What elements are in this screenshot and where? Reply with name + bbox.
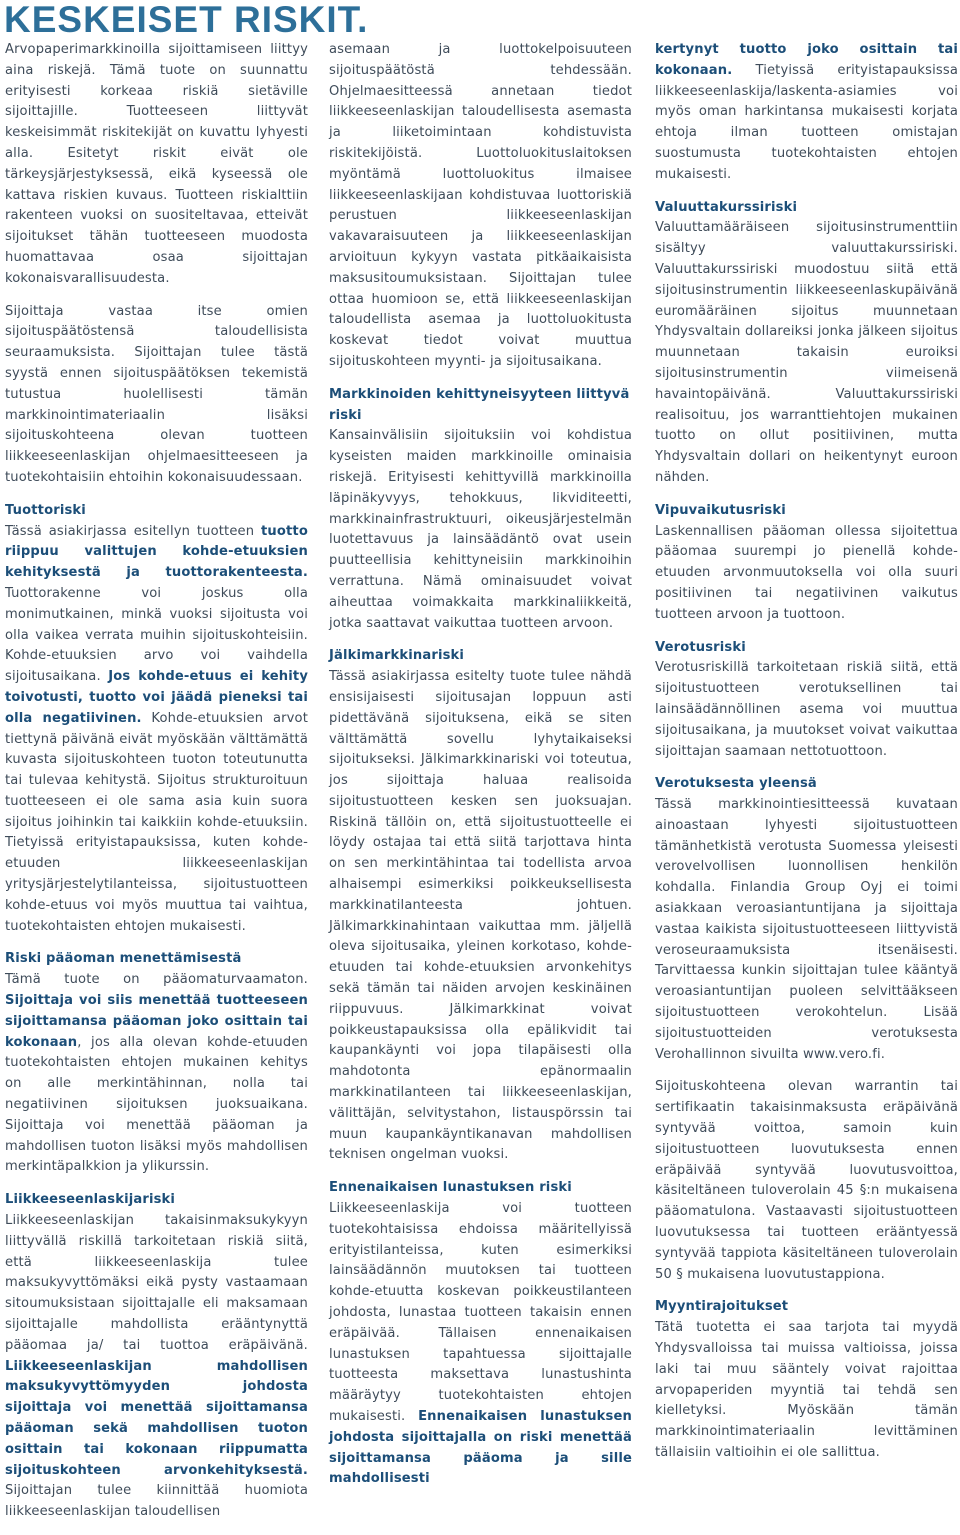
- emphasis-text: Ennenaikaisen lunastuksen johdosta sijoittajalla on riski menettää sijoittamansa pääoma ja sille mahdollisesti: [329, 1409, 632, 1487]
- text-section: [655, 198, 958, 489]
- body-text: Tuottorakenne voi joskus olla monimutkainen, minkä vuoksi sijoitusta voi olla vaikea verrata muihin sijoituskohteisiin. Kohde-etuuksien arvo voi vaihdella sijoitusaikana.: [5, 585, 308, 685]
- body-text: Tässä asiakirjassa esitelty tuote tulee nähdä ensisijaisesti sijoitusajan loppuun asti pidettävänä sijoituksena, eikä se siten välttämättä sovellu lyhytaikaiseksi sijoitukseksi. Jälkimarkkinariski voi toteutua, jos sijoittaja haluaa realisoida sijoitustuotteen kesken sen juoksuajan. Riskinä tällöin on, että sijoitustuotteelle ei löydy ostajaa tai että siitä tarjottava hinta on sen merkintähintaa tai todellista arvoa alhaisempi esimerkiksi poikkeuksellisesta markkinatilanteesta johtuen. Jälkimarkkinahintaan vaikuttaa mm. jäljellä oleva sijoitusaika, yleinen korkotaso, kohde-etuuden tai kohde-etuuksien arvonkehitys sekä tämän tai näiden arvojen keskinäinen riippuvuus. Jälkimarkkinat voivat poikkeustapauksissa olla epälikvidit tai kaupankäynti voi jopa tilapäisesti olla mahdotonta epänormaalin markkinatilanteen tai liikkeeseenlaskijan, välittäjän, selvitystahon, listauspörssin tai muun kaupankäyntikanavan mahdollisen teknisen ongelman vuoksi.: [329, 669, 632, 1163]
- text-column-2: [329, 40, 632, 1502]
- section-heading: Myyntirajoitukset: [655, 1299, 789, 1315]
- text-section: [655, 40, 958, 186]
- body-text: Kohde-etuuksien arvot tiettynä päivänä eivät myöskään välttämättä kuvasta sijoituskohteen tuoton toteutunutta tai tulevaa kehitystä. Sijoitus strukturoituun tuotteeseen ei ole sama asia kuin suora sijoitus joihinkin tai kaikkiin kohde-etuuksiin. Tietyissä erityistapauksissa, kuten kohde-etuuden liikkeeseenlaskijan yritysjärjestelytilanteissa, sijoitustuotteen kohde-etuus voi myös muuttua tai vaihtua, tuotekohtaisten ehtojen mukaisesti.: [5, 710, 308, 934]
- paragraph: [655, 40, 958, 186]
- text-section: [329, 40, 632, 373]
- text-section: [655, 1077, 958, 1285]
- body-text: Arvopaperimarkkinoilla sijoittamiseen liittyy aina riskejä. Tämä tuote on suunnattu erityisesti korkeaa riskiä sietäville sijoittajille. Tuotteeseen liittyvät keskeisimmät riskitekijät on kuvattu lyhyesti alla. Esitetyt riskit eivät ole tärkeysjärjestyksessä, eikä kyseessä ole kattava riskien kuvaus. Tuotteen riskialttiin rakenteen vuoksi on suositeltavaa, etteivät sijoitukset tähän tuotteeseen muodosta huomattavaa osaa sijoittajan kokonaisvarallisuudesta.: [5, 42, 308, 286]
- text-column-1: [5, 40, 308, 1535]
- text-section: [655, 774, 958, 1065]
- section-heading: Valuuttakurssiriski: [655, 199, 798, 215]
- text-section: [5, 1190, 308, 1523]
- section-heading: Tuottoriski: [5, 502, 86, 518]
- body-text: Laskennallisen pääoman ollessa sijoitettua pääomaa suurempi jo pienellä kohde-etuuden arvonmuutoksella voi olla suuri positiivinen tai negatiivinen vaikutus tuotteen arvoon ja tuottoon.: [655, 523, 958, 622]
- paragraph: [5, 1211, 308, 1523]
- section-heading: Markkinoiden kehittyneisyyteen liittyvä riski: [329, 386, 630, 423]
- paragraph: [655, 1318, 958, 1464]
- body-text: Tässä markkinointiesitteessä kuvataan ainoastaan lyhyesti sijoitustuotteen tämänhetkistä verotusta Suomessa yleisesti verovelvollisen luonnollisen henkilön kohdalla. Finlandia Group Oyj ei toimi asiakkaan veroasiantuntijana ja sijoittaja vastaa kaikista sijoitustuotteeseen liittyvistä veroseuraamuksista itsenäisesti. Tarvittaessa kunkin sijoittajan tulee kääntyä veroasiantuntijan puoleen selvittääkseen sijoitustuotteen verokohtelun. Lisää sijoitustuotteiden verotuksesta Verohallinnon sivuilta www.vero.fi.: [655, 797, 958, 1062]
- body-text: Kansainvälisiin sijoituksiin voi kohdistua kyseisten maiden markkinoille ominaisia riskejä. Erityisesti kehittyvillä markkinoilla läpinäkyvyys, tehokkuus, likviditeetti, markkinainfrastruktuuri, oikeusjärjestelmän luotettavuus ja lainsäädäntö ovat usein puutteellisia kehittyneisiin markkinoihin verrattuna. Nämä ominaisuudet voivat aiheuttaa voimakkaita markkinaliikkeitä, jotka saattavat vaikuttaa tuotteen arvoon.: [329, 428, 632, 631]
- paragraph: [655, 795, 958, 1065]
- section-heading: Jälkimarkkinariski: [329, 648, 465, 664]
- paragraph: [329, 1199, 632, 1490]
- text-section: [5, 302, 308, 489]
- text-section: [655, 638, 958, 763]
- text-section: [5, 40, 308, 290]
- text-section: [329, 1178, 632, 1490]
- body-text: Verotusriskillä tarkoitetaan riskiä siitä, että sijoitustuotteen verotuksellinen tai lainsäädännöllinen asema voi muuttua sijoitusaikana, ja muutokset voivat vaikuttaa sijoittajan saamaan nettotuottoon.: [655, 660, 958, 759]
- paragraph: [655, 658, 958, 762]
- emphasis-text: kertynyt tuotto joko osittain tai kokonaan.: [655, 42, 958, 78]
- emphasis-text: tuotto riippuu valittujen kohde-etuuksien kehityksestä ja tuottorakenteesta.: [5, 523, 308, 581]
- section-heading: Vipuvaikutusriski: [655, 502, 786, 518]
- body-text: Tätä tuotetta ei saa tarjota tai myydä Yhdysvalloissa tai muissa valtioissa, joissa laki tai muu sääntely voivat rajoittaa arvopaperiden myyntiä tai tehdä sen kielletyksi. Myöskään tämän markkinointimateriaalin levittäminen tällaisiin valtioihin ei ole sallittua.: [655, 1320, 958, 1460]
- body-text: Tämä tuote on pääomaturvaamaton.: [5, 972, 308, 988]
- body-text: Sijoituskohteena olevan warrantin tai sertifikaatin takaisinmaksusta eräpäivänä syntyvää voittoa, samoin kuin sijoitustuotteen luovutuksesta ennen eräpäivää syntyvää luovutusvoittoa, käsiteltäneen tuloverolain 45 §:n mukaisena pääomatulona. Vastaavasti sijoitustuotteen luovutuksessa tai tuotteen erääntyessä syntyvää tappiota käsiteltäneen tuloverolain 50 § mukaisena luovutustappiona.: [655, 1079, 958, 1282]
- paragraph: [5, 522, 308, 938]
- paragraph: [655, 1077, 958, 1285]
- body-text: Valuuttamääräiseen sijoitusinstrumenttiin sisältyy valuuttakurssiriski. Valuuttakurssiriski muodostuu siitä että sijoitusinstrumentin liikkeeseenlaskupäivänä euromääräinen sijoitus muunnetaan Yhdysvaltain dollareiksi jonka jälkeen sijoitus muunnetaan takaisin euroiksi sijoitusinstrumentin viimeisenä havaintopäivänä. Valuuttakurssiriski realisoituu, jos warranttiehtojen mukainen tuotto on ollut positiivinen, mutta Yhdysvaltain dollari on heikentynyt euroon nähden.: [655, 220, 958, 485]
- emphasis-text: Jos kohde-etuus ei kehity toivotusti, tuotto voi jäädä pieneksi tai olla negatiivinen.: [5, 669, 309, 726]
- body-text: Tässä asiakirjassa esitellyn tuotteen: [5, 523, 261, 539]
- section-heading: Verotusriski: [655, 639, 746, 655]
- body-text: Liikkeeseenlaskijan takaisinmaksukykyyn liittyvällä riskillä tarkoitetaan riskiä siitä, että liikkeeseenlaskija tulee maksukyvyttömäksi eikä pysty vastaamaan sitoumuksistaan sijoittajalle eli maksamaan sijoittajalle mahdollista erääntynyttä pääomaa ja/ tai tuottoa eräpäivänä.: [5, 1213, 308, 1353]
- paragraph: [5, 302, 308, 489]
- body-text: Tietyissä erityistapauksissa liikkeeseenlaskija/laskenta-asiamies voi myös oman harkintansa mukaisesti korjata ehtoja ilman tuotteen omistajan suostumusta tuotekohtaisten ehtojen mukaisesti.: [655, 62, 958, 182]
- section-heading: Ennenaikaisen lunastuksen riski: [329, 1180, 572, 1196]
- paragraph: [329, 426, 632, 634]
- emphasis-text: Sijoittaja voi siis menettää tuotteeseen sijoittamansa pääoman joko osittain tai kokonaan: [5, 993, 308, 1050]
- paragraph: [5, 970, 308, 1178]
- body-text: asemaan ja luottokelpoisuuteen sijoituspäätöstä tehdessään. Ohjelmaesitteessä annetaan tiedot liikkeeseenlaskijan taloudellisesta asemasta ja liiketoimintaan kohdistuvista riskitekijöistä. Luottoluokituslaitoksen myöntämä luottoluokitus ilmaisee liikkeeseenlaskijaan kohdistuvaa luottoriskiä perustuen liikkeeseenlaskijan vakavaraisuuteen ja liikkeeseenlaskijan arvioituun kykyyn vastata pitkäaikaisista maksusitoumuksistaan. Sijoittajan tulee ottaa huomioon se, että liikkeeseenlaskijan taloudellista asemaa ja luottoluokitusta koskevat tiedot voivat muuttua sijoituskohteen myynti- ja sijoitusaikana.: [329, 42, 632, 369]
- paragraph: [655, 218, 958, 488]
- text-section: [655, 1297, 958, 1463]
- paragraph: [329, 40, 632, 373]
- text-section: [5, 949, 308, 1178]
- page-title: KESKEISET RISKIT.: [4, 0, 369, 40]
- text-column-3: [655, 40, 958, 1476]
- paragraph: [5, 40, 308, 290]
- section-heading: Riski pääoman menettämisestä: [5, 951, 242, 967]
- section-heading: Verotuksesta yleensä: [655, 776, 817, 792]
- emphasis-text: Liikkeeseenlaskijan mahdollisen maksukyvyttömyyden johdosta sijoittaja voi menettää sijoittamansa pääoman sekä mahdollisen tuoton osittain tai kokonaan riippumatta sijoituskohteen arvonkehityksestä.: [5, 1358, 308, 1478]
- body-text: , jos alla olevan kohde-etuuden tuotekohtaisten ehtojen mukainen kehitys on alle merkintähinnan, nolla tai negatiivinen sijoituksen juoksuaikana. Sijoittaja voi menettää pääoman ja mahdollisen tuoton lisäksi myös mahdollisen merkintäpalkkion ja ylikurssin.: [5, 1034, 308, 1175]
- paragraph: [655, 522, 958, 626]
- text-section: [5, 501, 308, 938]
- paragraph: [329, 667, 632, 1166]
- body-text: Sijoittaja vastaa itse omien sijoituspäätöstensä taloudellisista seuraamuksista. Sijoittajan tulee tästä syystä ennen sijoituspäätöksen tekemistä tutustua huolellisesti tämän markkinointimateriaalin lisäksi sijoituskohteena olevan tuotteen liikkeeseenlaskijan ohjelmaesitteeseen ja tuotekohtaisiin ehtoihin kokonaisuudessaan.: [5, 303, 308, 485]
- body-text: Liikkeeseenlaskija voi tuotteen tuotekohtaisissa ehdoissa määritellyissä erityistilanteissa, kuten esimerkiksi lainsäädännön muutoksen tai tuotteen kohde-etuutta koskevan poikkeustilanteen johdosta, lunastaa tuotteen takaisin ennen eräpäivää. Tällaisen ennenaikaisen lunastuksen tapahtuessa sijoittajalle tuotteesta maksettava lunastushinta määräytyy tuotekohtaisten ehtojen mukaisesti.: [329, 1201, 632, 1424]
- body-text: Sijoittajan tulee kiinnittää huomiota liikkeeseenlaskijan taloudellisen: [5, 1483, 308, 1520]
- text-section: [329, 385, 632, 635]
- section-heading: Liikkeeseenlaskijariski: [5, 1192, 176, 1208]
- text-section: [655, 501, 958, 626]
- text-section: [329, 646, 632, 1166]
